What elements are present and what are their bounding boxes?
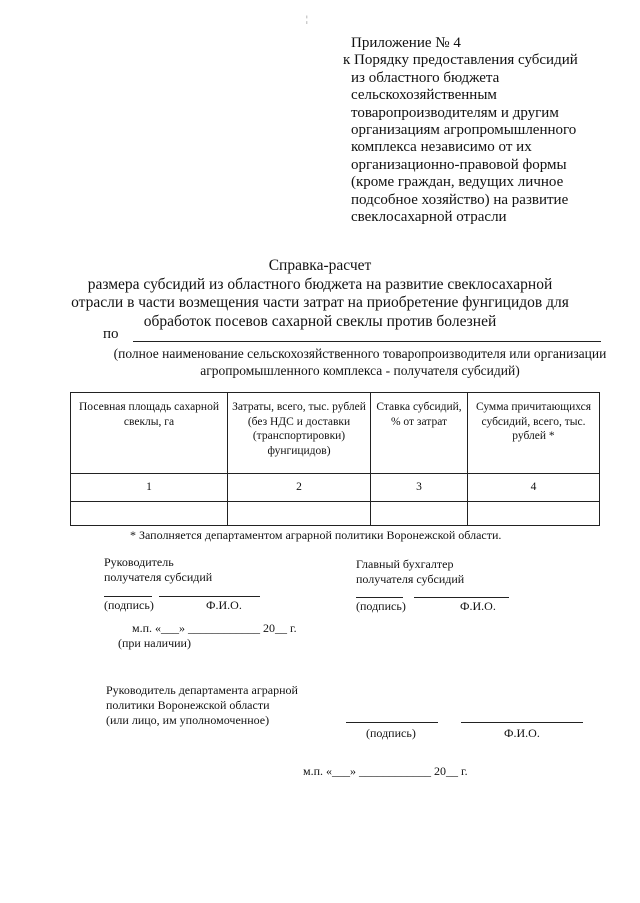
column-number: 4 xyxy=(468,474,600,502)
appendix-line: (кроме граждан, ведущих личное xyxy=(351,174,564,191)
accountant-signature-field[interactable] xyxy=(356,597,403,598)
appendix-line: Приложение № 4 xyxy=(351,35,461,51)
appendix-line: организациям агропромышленного xyxy=(351,122,577,139)
title-heading: Справка-расчет xyxy=(268,257,372,274)
table-number-row xyxy=(71,474,600,502)
appendix-line: организационно-правовой формы xyxy=(351,156,567,173)
document-title xyxy=(40,257,600,331)
dept-title-line3: (или лицо, им уполномоченное) xyxy=(106,713,270,727)
dept-fio-field[interactable] xyxy=(461,722,583,723)
dept-title-line1: Руководитель департамента аграрной xyxy=(106,683,298,697)
head-title-line2: получателя субсидий xyxy=(104,570,213,584)
appendix-line: подсобное хозяйство) на развитие xyxy=(351,191,569,208)
stray-mark: ¦ xyxy=(306,14,308,24)
appendix-line: свеклосахарной отрасли xyxy=(351,209,507,226)
appendix-note xyxy=(343,35,631,226)
recipient-prefix: по xyxy=(103,326,119,342)
value-cell-costs[interactable] xyxy=(228,501,371,525)
head-title-line1: Руководитель xyxy=(104,555,174,569)
header-cell-rate: Ставка субсидий, % от затрат xyxy=(371,393,468,474)
head-signature-label: (подпись) xyxy=(104,598,154,612)
header-cell-area: Посевная площадь сахарной свеклы, га xyxy=(71,393,228,474)
calculation-table xyxy=(70,392,600,526)
dept-stamp-date: м.п. «___» ____________ 20__ г. xyxy=(303,764,468,778)
header-cell-costs: Затраты, всего, тыс. рублей (без НДС и доставки (транспортировки) фунгицидов) xyxy=(228,393,371,474)
accountant-signature-label: (подпись) xyxy=(356,599,406,613)
footnote: * Заполняется департаментом аграрной политики Воронежской области. xyxy=(130,528,502,542)
value-cell-rate[interactable] xyxy=(371,501,468,525)
caption-line: (полное наименование сельскохозяйственного товаропроизводителя или организации xyxy=(113,346,607,361)
table-header-row xyxy=(71,393,600,474)
accountant-title-line1: Главный бухгалтер xyxy=(356,557,454,571)
head-fio-label: Ф.И.О. xyxy=(206,598,242,612)
appendix-line: к Порядку предоставления субсидий xyxy=(343,52,578,69)
value-cell-area[interactable] xyxy=(71,501,228,525)
recipient-name-field[interactable] xyxy=(133,341,601,342)
dept-signature-label: (подпись) xyxy=(366,726,416,740)
appendix-line: товаропроизводителям и другим xyxy=(351,104,559,121)
recipient-caption xyxy=(100,345,620,379)
head-signature-field[interactable] xyxy=(104,596,152,597)
accountant-fio-field[interactable] xyxy=(414,597,509,598)
title-line: размера субсидий из областного бюджета на развитие свеклосахарной xyxy=(87,275,553,293)
accountant-fio-label: Ф.И.О. xyxy=(460,599,496,613)
value-cell-sum[interactable] xyxy=(468,501,600,525)
stamp-note: (при наличии) xyxy=(118,636,191,650)
head-fio-field[interactable] xyxy=(159,596,260,597)
accountant-title-line2: получателя субсидий xyxy=(356,572,465,586)
column-number: 3 xyxy=(371,474,468,502)
title-line: обработок посевов сахарной свеклы против болезней xyxy=(143,312,497,330)
header-cell-sum: Сумма причитающихся субсидий, всего, тыс. рублей * xyxy=(468,393,600,474)
stamp-date: м.п. «___» ____________ 20__ г. xyxy=(132,621,297,635)
column-number: 2 xyxy=(228,474,371,502)
caption-line: агропромышленного комплекса - получателя субсидий) xyxy=(200,363,520,378)
appendix-line: сельскохозяйственным xyxy=(351,87,497,104)
table-row xyxy=(71,501,600,525)
title-line: отрасли в части возмещения части затрат на приобретение фунгицидов для xyxy=(71,294,569,311)
appendix-line: комплекса независимо от их xyxy=(351,139,532,156)
column-number: 1 xyxy=(71,474,228,502)
dept-fio-label: Ф.И.О. xyxy=(504,726,540,740)
dept-title-line2: политики Воронежской области xyxy=(106,698,270,712)
appendix-line: из областного бюджета xyxy=(351,69,500,86)
dept-signature-field[interactable] xyxy=(346,722,438,723)
